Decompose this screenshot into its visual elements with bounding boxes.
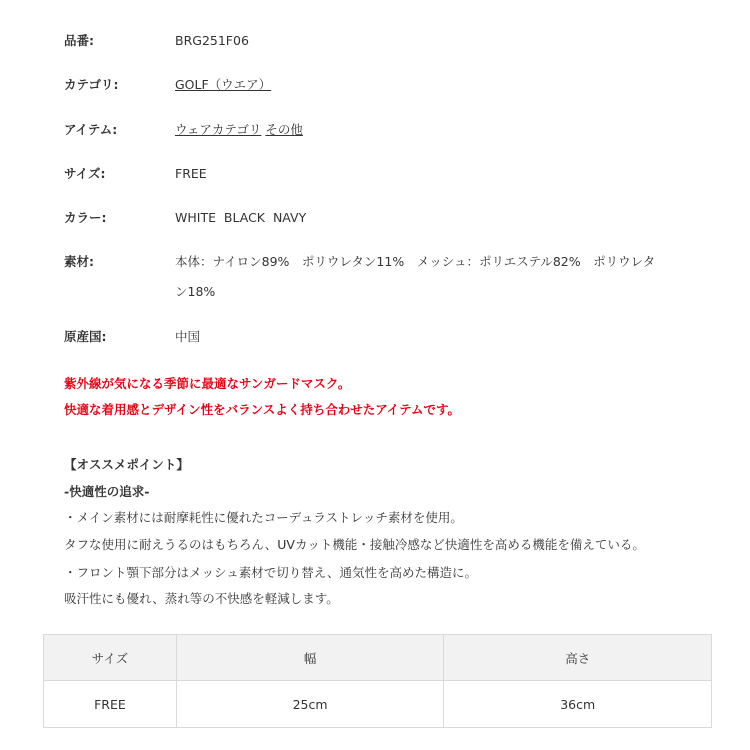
- item-link-wear-category[interactable]: ウェアカテゴリ: [175, 122, 262, 137]
- promo-line-2: 快適な着用感とデザイン性をバランスよく持ち合わせたアイテムです。: [64, 402, 461, 417]
- table-row: [44, 681, 712, 728]
- spec-value-item-number: BRG251F06: [175, 33, 249, 48]
- size-table-cell-width: 25cm: [176, 681, 444, 728]
- spec-label-material: 素材:: [64, 254, 94, 269]
- category-link-golf-wear[interactable]: GOLF（ウエア）: [175, 77, 272, 92]
- spec-label-item: アイテム:: [64, 122, 118, 137]
- description-line-2: タフな使用に耐えうるのはもちろん、UVカット機能・接触冷感など快適性を高める機能を備えている。: [64, 537, 645, 552]
- spec-material: [64, 247, 704, 309]
- description-line-3: ・フロント顎下部分はメッシュ素材で切り替え、通気性を高めた構造に。: [64, 565, 478, 580]
- points-heading: 【オススメポイント】: [64, 457, 189, 472]
- spec-label-category: カテゴリ:: [64, 77, 119, 92]
- description-line-1: ・メイン素材には耐摩耗性に優れたコーデュラストレッチ素材を使用。: [64, 510, 463, 525]
- spec-value-item: [175, 115, 695, 145]
- size-table-cell-height: 36cm: [444, 681, 712, 728]
- spec-value-size: FREE: [175, 166, 207, 181]
- size-table-header-size: サイズ: [44, 635, 177, 681]
- material-line-1: 本体：ナイロン89% ポリウレタン11% メッシュ：ポリエステル82% ポリウレタ: [175, 254, 656, 269]
- spec-label-origin: 原産国:: [64, 329, 107, 344]
- spec-value-category: [175, 70, 695, 100]
- size-table-cell-size: FREE: [44, 681, 177, 728]
- spec-label-size: サイズ:: [64, 166, 106, 181]
- material-line-2: ン18%: [175, 284, 216, 299]
- size-table: [43, 634, 712, 728]
- spec-label-item-number: 品番:: [64, 33, 94, 48]
- promo-line-1: 紫外線が気になる季節に最適なサンガードマスク。: [64, 376, 351, 391]
- spec-value-color: WHITE BLACK NAVY: [175, 210, 307, 225]
- size-table-header-row: [44, 635, 712, 681]
- item-link-other[interactable]: その他: [265, 122, 303, 137]
- spec-value-material: [175, 247, 695, 307]
- comfort-heading: -快適性の追求-: [64, 484, 150, 499]
- description-line-4: 吸汗性にも優れ、蒸れ等の不快感を軽減します。: [64, 591, 339, 606]
- size-table-header-width: 幅: [176, 635, 444, 681]
- spec-label-color: カラー:: [64, 210, 107, 225]
- spec-value-origin: 中国: [175, 329, 201, 344]
- size-table-header-height: 高さ: [444, 635, 712, 681]
